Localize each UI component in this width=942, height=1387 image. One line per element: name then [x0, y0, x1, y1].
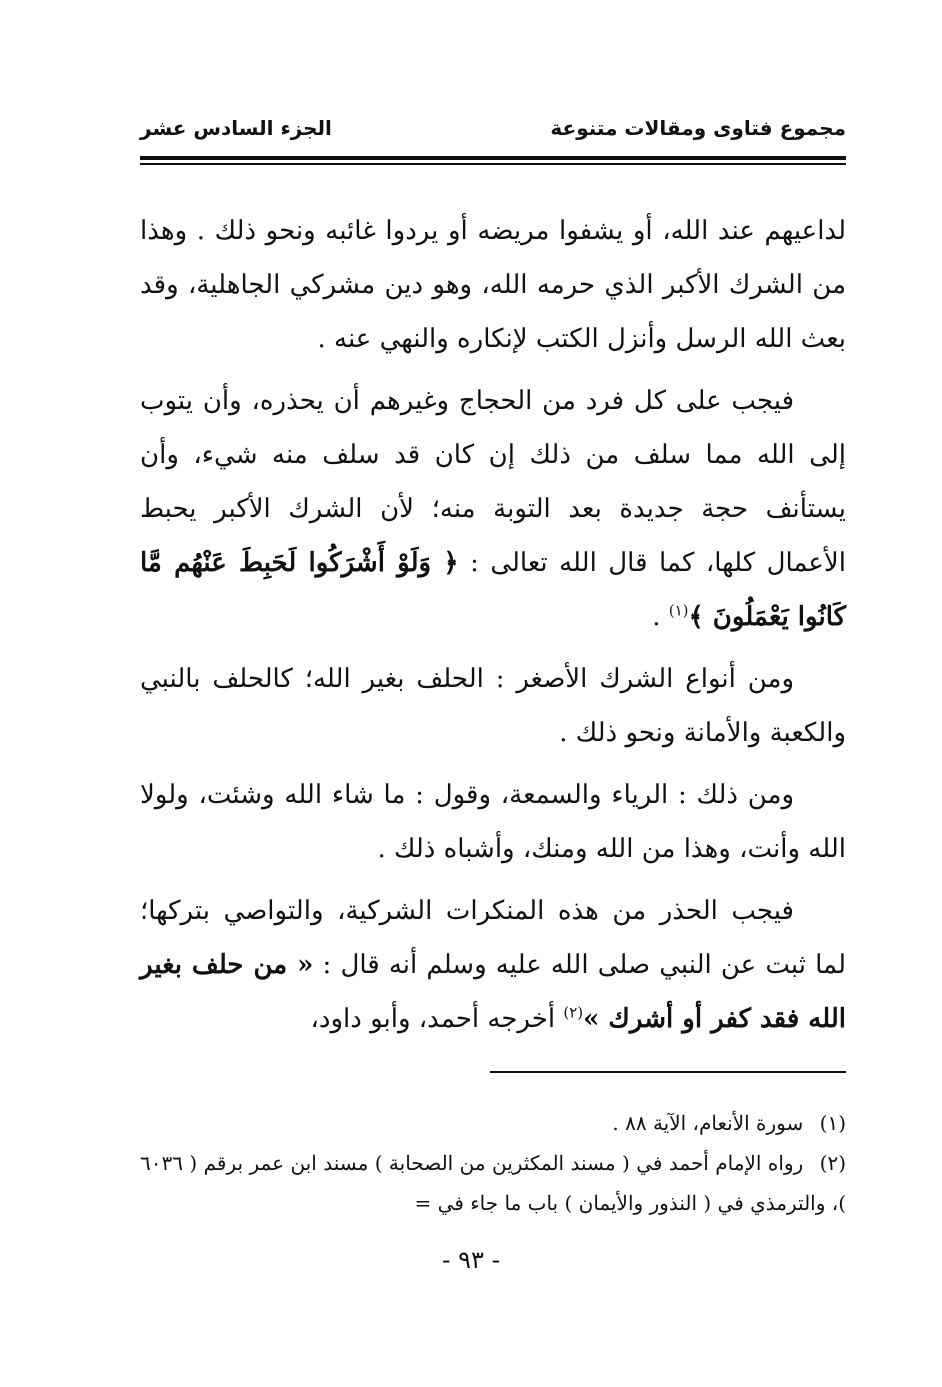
- footnote-2: [140, 1143, 846, 1223]
- footnote-1: [140, 1103, 846, 1143]
- paragraph-3-text: ومن أنواع الشرك الأصغر : الحلف بغير الله؛ كالحلف بالنبي والكعبة والأمانة ونحو ذلك .: [140, 664, 846, 748]
- paragraph-4-text: ومن ذلك : الرياء والسمعة، وقول : ما شاء الله وشئت، ولولا الله وأنت، وهذا من الله ومنك، وأشباه ذلك .: [140, 780, 846, 864]
- paragraph-5-end: أخرجه أحمد، وأبو داود،: [310, 1004, 564, 1034]
- page-number: - ٩٣ -: [441, 1246, 501, 1274]
- running-header: [140, 112, 846, 148]
- footnote-ref-2: (٢): [563, 1003, 584, 1022]
- paragraph-4: [140, 768, 846, 876]
- paragraph-2: [140, 374, 846, 644]
- header-rule-thick: [140, 156, 846, 160]
- paragraph-1-text: لداعيهم عند الله، أو يشفوا مريضه أو يردوا غائبه ونحو ذلك . وهذا من الشرك الأكبر الذي حرمه الله، وهو دين مشركي الجاهلية، وقد بعث الله الرسل وأنزل الكتب لإنكاره والنهي عنه .: [140, 216, 846, 354]
- footnote-ref-1: (١): [668, 601, 689, 620]
- footnote-1-number: (١): [819, 1111, 846, 1135]
- footnote-2-text: رواه الإمام أحمد في ( مسند المكثرين من الصحابة ) مسند ابن عمر برقم ( ٦٠٣٦ )، والترمذي في ( النذور والأيمان ) باب ما جاء في =: [140, 1151, 846, 1215]
- volume-label: الجزء السادس عشر: [140, 116, 332, 140]
- paragraph-1: [140, 204, 846, 366]
- paragraph-2-end: .: [652, 602, 669, 632]
- book-title: مجموع فتاوى ومقالات متنوعة: [550, 116, 846, 140]
- quran-verse: ﴿ وَلَوْ أَشْرَكُوا لَحَبِطَ عَنْهُم مَّا كَانُوا يَعْمَلُونَ ﴾: [140, 548, 846, 632]
- footnotes: [140, 1103, 846, 1223]
- footnote-2-number: (٢): [819, 1151, 846, 1175]
- paragraph-5: [140, 884, 846, 1046]
- hadith-quote: « من حلف بغير الله فقد كفر أو أشرك »: [140, 950, 846, 1034]
- footnote-separator: [490, 1071, 846, 1073]
- paragraph-5-text: فيجب الحذر من هذه المنكرات الشركية، والتواصي بتركها؛ لما ثبت عن النبي صلى الله عليه وسلم أنه قال :: [140, 896, 846, 980]
- header-rule-thin: [140, 163, 846, 165]
- paragraph-3: [140, 652, 846, 760]
- paragraph-2-text: فيجب على كل فرد من الحجاج وغيرهم أن يحذره، وأن يتوب إلى الله مما سلف من ذلك إن كان قد سلف منه شيء، وأن يستأنف حجة جديدة بعد التوبة منه؛ لأن الشرك الأكبر يحبط الأعمال كلها، كما قال الله تعالى :: [140, 386, 846, 578]
- footnote-1-text: سورة الأنعام، الآية ٨٨ .: [612, 1111, 804, 1135]
- main-text: [140, 204, 846, 1054]
